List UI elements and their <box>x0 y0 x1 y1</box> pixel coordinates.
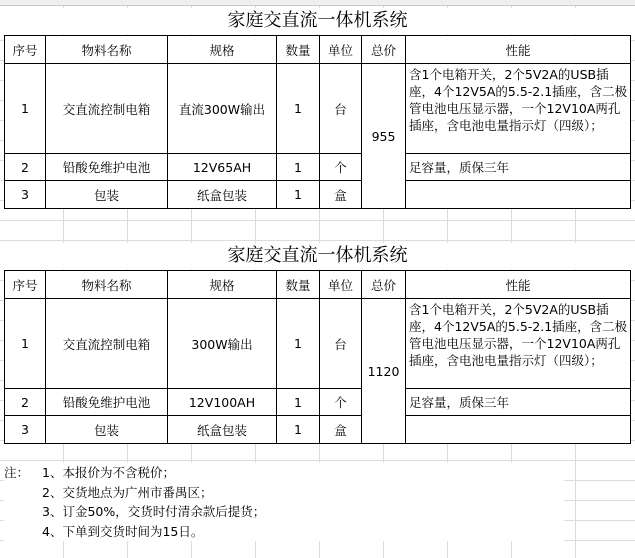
cell-spec[interactable]: 纸盒包装 <box>168 416 277 444</box>
cell-spec[interactable]: 12V65AH <box>168 154 277 181</box>
table-row <box>5 64 631 154</box>
table-title: 家庭交直流一体机系统 <box>0 243 635 269</box>
table-row <box>5 299 631 389</box>
cell-performance[interactable] <box>406 181 631 209</box>
table-title: 家庭交直流一体机系统 <box>0 8 635 34</box>
note-item[interactable]: 1、本报价为不含税价； <box>42 465 175 480</box>
cell-total[interactable]: 1120 <box>362 299 406 444</box>
cell-qty[interactable]: 1 <box>277 154 320 181</box>
cell-spec[interactable]: 12V100AH <box>168 389 277 416</box>
header-cell[interactable]: 数量 <box>277 36 320 64</box>
note-item[interactable]: 2、交货地点为广州市番禺区； <box>42 484 213 500</box>
header-cell[interactable]: 规格 <box>168 36 277 64</box>
cell-name[interactable]: 铅酸免维护电池 <box>46 154 168 181</box>
notes <box>4 463 564 541</box>
table-row <box>5 181 631 209</box>
cell-no[interactable]: 2 <box>5 154 46 181</box>
header-cell[interactable]: 数量 <box>277 271 320 299</box>
cell-name[interactable]: 包装 <box>46 416 168 444</box>
cell-name[interactable]: 交直流控制电箱 <box>46 64 168 154</box>
cell-performance[interactable] <box>406 416 631 444</box>
header-cell[interactable]: 性能 <box>406 36 631 64</box>
cell-qty[interactable]: 1 <box>277 181 320 209</box>
header-cell[interactable]: 序号 <box>5 271 46 299</box>
header-cell[interactable]: 总价 <box>362 271 406 299</box>
cell-no[interactable]: 3 <box>5 416 46 444</box>
note-row <box>4 463 564 483</box>
cell-performance[interactable]: 足容量，质保三年 <box>406 154 631 181</box>
header-cell[interactable]: 物料名称 <box>46 271 168 299</box>
cell-no[interactable]: 2 <box>5 389 46 416</box>
column-header-strip <box>0 0 635 6</box>
cell-no[interactable]: 1 <box>5 64 46 154</box>
header-row <box>5 271 631 299</box>
cell-spec[interactable]: 纸盒包装 <box>168 181 277 209</box>
cell-name[interactable]: 铅酸免维护电池 <box>46 389 168 416</box>
cell-name[interactable]: 包装 <box>46 181 168 209</box>
cell-performance[interactable]: 含1个电箱开关，2个5V2A的USB插座，4个12V5A的5.5-2.1插座，含二极管电池电压显示器，一个12V10A两孔插座，含电池电量指示灯（四级）； <box>406 64 631 154</box>
header-cell[interactable]: 性能 <box>406 271 631 299</box>
cell-performance[interactable]: 足容量，质保三年 <box>406 389 631 416</box>
cell-unit[interactable]: 个 <box>320 389 362 416</box>
cell-unit[interactable]: 台 <box>320 299 362 389</box>
note-row <box>4 483 564 503</box>
cell-name[interactable]: 交直流控制电箱 <box>46 299 168 389</box>
cell-no[interactable]: 3 <box>5 181 46 209</box>
cell-qty[interactable]: 1 <box>277 389 320 416</box>
cell-unit[interactable]: 个 <box>320 154 362 181</box>
table-row <box>5 154 631 181</box>
cell-unit[interactable]: 盒 <box>320 416 362 444</box>
cell-qty[interactable]: 1 <box>277 64 320 154</box>
cell-spec[interactable]: 直流300W输出 <box>168 64 277 154</box>
header-cell[interactable]: 序号 <box>5 36 46 64</box>
notes-label[interactable]: 注： <box>4 465 30 480</box>
cell-qty[interactable]: 1 <box>277 416 320 444</box>
cell-unit[interactable]: 台 <box>320 64 362 154</box>
header-cell[interactable]: 物料名称 <box>46 36 168 64</box>
cell-qty[interactable]: 1 <box>277 299 320 389</box>
cell-spec[interactable]: 300W输出 <box>168 299 277 389</box>
quote-table <box>4 270 631 444</box>
table-row <box>5 416 631 444</box>
header-cell[interactable]: 单位 <box>320 36 362 64</box>
table-row <box>5 389 631 416</box>
cell-performance[interactable]: 含1个电箱开关，2个5V2A的USB插座，4个12V5A的5.5-2.1插座，含二极管电池电压显示器，一个12V10A两孔插座，含电池电量指示灯（四级）； <box>406 299 631 389</box>
header-cell[interactable]: 规格 <box>168 271 277 299</box>
header-cell[interactable]: 总价 <box>362 36 406 64</box>
note-row <box>4 502 564 522</box>
cell-unit[interactable]: 盒 <box>320 181 362 209</box>
header-row <box>5 36 631 64</box>
header-cell[interactable]: 单位 <box>320 271 362 299</box>
cell-no[interactable]: 1 <box>5 299 46 389</box>
note-row <box>4 522 564 542</box>
cell-total[interactable]: 955 <box>362 64 406 209</box>
quote-table <box>4 35 631 209</box>
note-item[interactable]: 3、订金50%，交货时付清余款后提货； <box>42 504 266 519</box>
note-item[interactable]: 4、下单到交货时间为15日。 <box>42 523 204 539</box>
